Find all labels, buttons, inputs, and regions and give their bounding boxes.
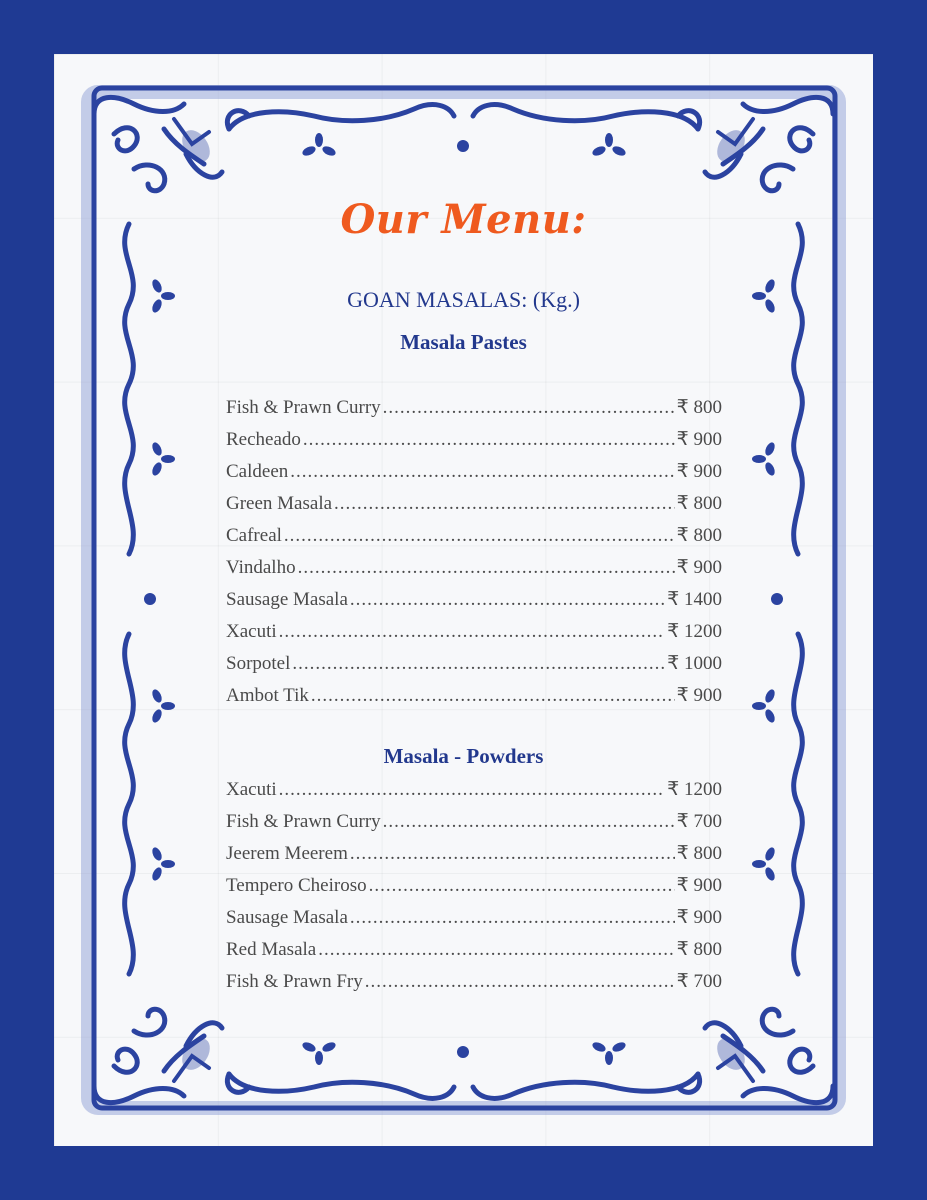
item-price: ₹ 800 (676, 843, 722, 864)
list-item (226, 966, 722, 998)
powders-heading: Masala - Powders (383, 744, 544, 768)
leader-dots (369, 870, 675, 902)
item-name: Cafreal (226, 525, 282, 546)
item-name: Xacuti (226, 779, 277, 800)
item-price: ₹ 700 (676, 971, 722, 992)
list-item (226, 616, 722, 648)
list-item (226, 456, 722, 488)
menu-page (54, 54, 873, 1146)
list-item (226, 680, 722, 712)
item-price: ₹ 800 (676, 939, 722, 960)
item-price: ₹ 1200 (667, 779, 722, 800)
item-price: ₹ 800 (676, 525, 722, 546)
leader-dots (284, 520, 675, 552)
item-price: ₹ 700 (676, 811, 722, 832)
item-price: ₹ 900 (676, 429, 722, 450)
list-item (226, 424, 722, 456)
item-price: ₹ 900 (676, 875, 722, 896)
powders-list (226, 774, 722, 998)
list-item (226, 774, 722, 806)
list-item (226, 838, 722, 870)
leader-dots (298, 552, 675, 584)
leader-dots (318, 934, 674, 966)
item-name: Jeerem Meerem (226, 843, 348, 864)
item-name: Xacuti (226, 621, 277, 642)
leader-dots (383, 806, 675, 838)
item-name: Recheado (226, 429, 301, 450)
item-name: Fish & Prawn Fry (226, 971, 363, 992)
leader-dots (334, 488, 675, 520)
item-price: ₹ 800 (676, 397, 722, 418)
pastes-heading: Masala Pastes (400, 330, 527, 354)
item-name: Vindalho (226, 557, 296, 578)
leader-dots (350, 902, 675, 934)
list-item (226, 806, 722, 838)
list-item (226, 584, 722, 616)
item-price: ₹ 900 (676, 461, 722, 482)
list-item (226, 934, 722, 966)
item-price: ₹ 900 (676, 907, 722, 928)
leader-dots (292, 648, 665, 680)
list-item (226, 902, 722, 934)
item-name: Ambot Tik (226, 685, 309, 706)
item-name: Sausage Masala (226, 589, 348, 610)
list-item (226, 488, 722, 520)
pastes-list (226, 392, 722, 712)
list-item (226, 648, 722, 680)
leader-dots (279, 774, 666, 806)
item-name: Caldeen (226, 461, 289, 482)
item-name: Fish & Prawn Curry (226, 397, 381, 418)
item-price: ₹ 900 (676, 557, 722, 578)
item-name: Green Masala (226, 493, 333, 514)
section-title: GOAN MASALAS: (Kg.) (347, 287, 580, 312)
item-name: Sorpotel (226, 653, 291, 674)
list-item (226, 392, 722, 424)
leader-dots (290, 456, 674, 488)
list-item (226, 552, 722, 584)
leader-dots (365, 966, 675, 998)
menu-title: Our Menu: (340, 196, 587, 243)
item-price: ₹ 1400 (667, 589, 722, 610)
leader-dots (350, 838, 675, 870)
leader-dots (303, 424, 675, 456)
leader-dots (383, 392, 675, 424)
item-name: Sausage Masala (226, 907, 348, 928)
leader-dots (311, 680, 675, 712)
item-name: Fish & Prawn Curry (226, 811, 381, 832)
item-name: Red Masala (226, 939, 317, 960)
leader-dots (279, 616, 666, 648)
list-item (226, 520, 722, 552)
item-price: ₹ 1200 (667, 621, 722, 642)
item-price: ₹ 1000 (667, 653, 722, 674)
item-price: ₹ 800 (676, 493, 722, 514)
item-name: Tempero Cheiroso (226, 875, 367, 896)
item-price: ₹ 900 (676, 685, 722, 706)
list-item (226, 870, 722, 902)
leader-dots (350, 584, 665, 616)
